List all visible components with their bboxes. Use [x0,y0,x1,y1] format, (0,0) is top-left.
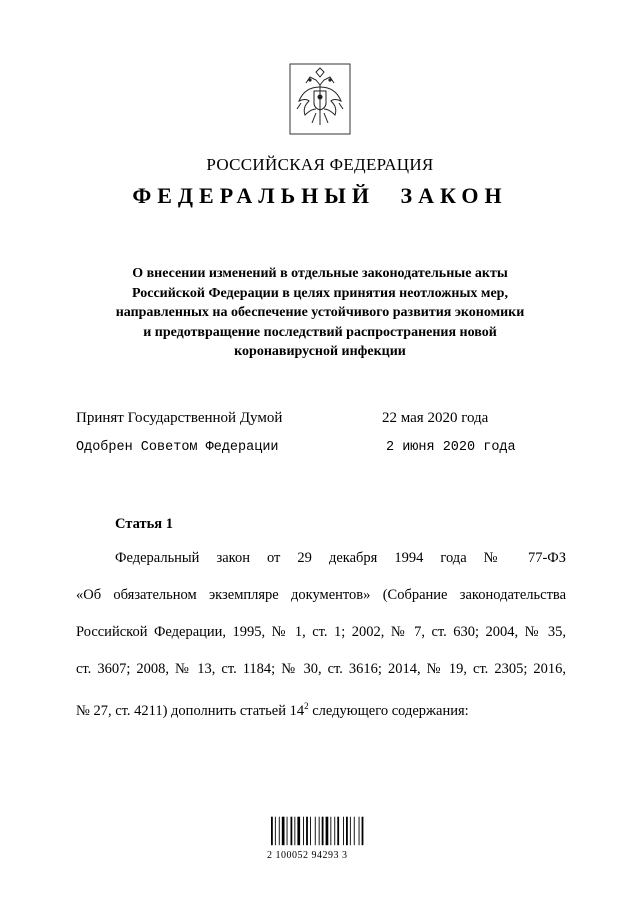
title-line: направленных на обеспечение устойчивого развития экономики [115,305,525,320]
adoption-date: 22 мая 2020 года [382,410,489,426]
title-line: О внесении изменений в отдельные законодательные акты [132,266,508,281]
barcode-number: 2 100052 94293 3 [267,850,348,861]
adoption-date: 2 июня 2020 года [386,440,516,455]
barcode-image [267,811,367,849]
title-line: Российской Федерации в целях принятия неотложных мер, [132,285,508,301]
article-line: Российской Федерации, 1995, № 1, ст. 1; 2002, № 7, ст. 630; 2004, № 35, [76,624,566,640]
article-line-last [76,688,566,730]
law-title [90,264,550,362]
title-line: коронавирусной инфекции [234,344,406,359]
article-body [76,540,566,730]
title-line: и предотвращение последствий распространения новой [143,324,497,340]
article-heading: Статья 1 [115,516,173,532]
superscript: 2 [304,701,309,711]
document-type: ФЕДЕРАЛЬНЫЙ ЗАКОН [132,183,508,208]
article-line-text: следующего содержания: [308,702,469,719]
article-line: Федеральный закон от 29 декабря 1994 года № 77-ФЗ [115,550,566,566]
adoption-label: Одобрен Советом Федерации [76,440,279,455]
article-line: ст. 3607; 2008, № 13, ст. 1184; № 30, ст. 3616; 2014, № 19, ст. 2305; 2016, [76,661,566,677]
article-line: «Об обязательном экземпляре документов» (Собрание законодательства [76,587,566,603]
coat-of-arms-emblem [289,63,351,135]
adoption-label: Принят Государственной Думой [76,410,283,426]
country-name: РОССИЙСКАЯ ФЕДЕРАЦИЯ [206,155,434,174]
article-line-text: № 27, ст. 4211) дополнить статьей 14 [76,702,305,719]
